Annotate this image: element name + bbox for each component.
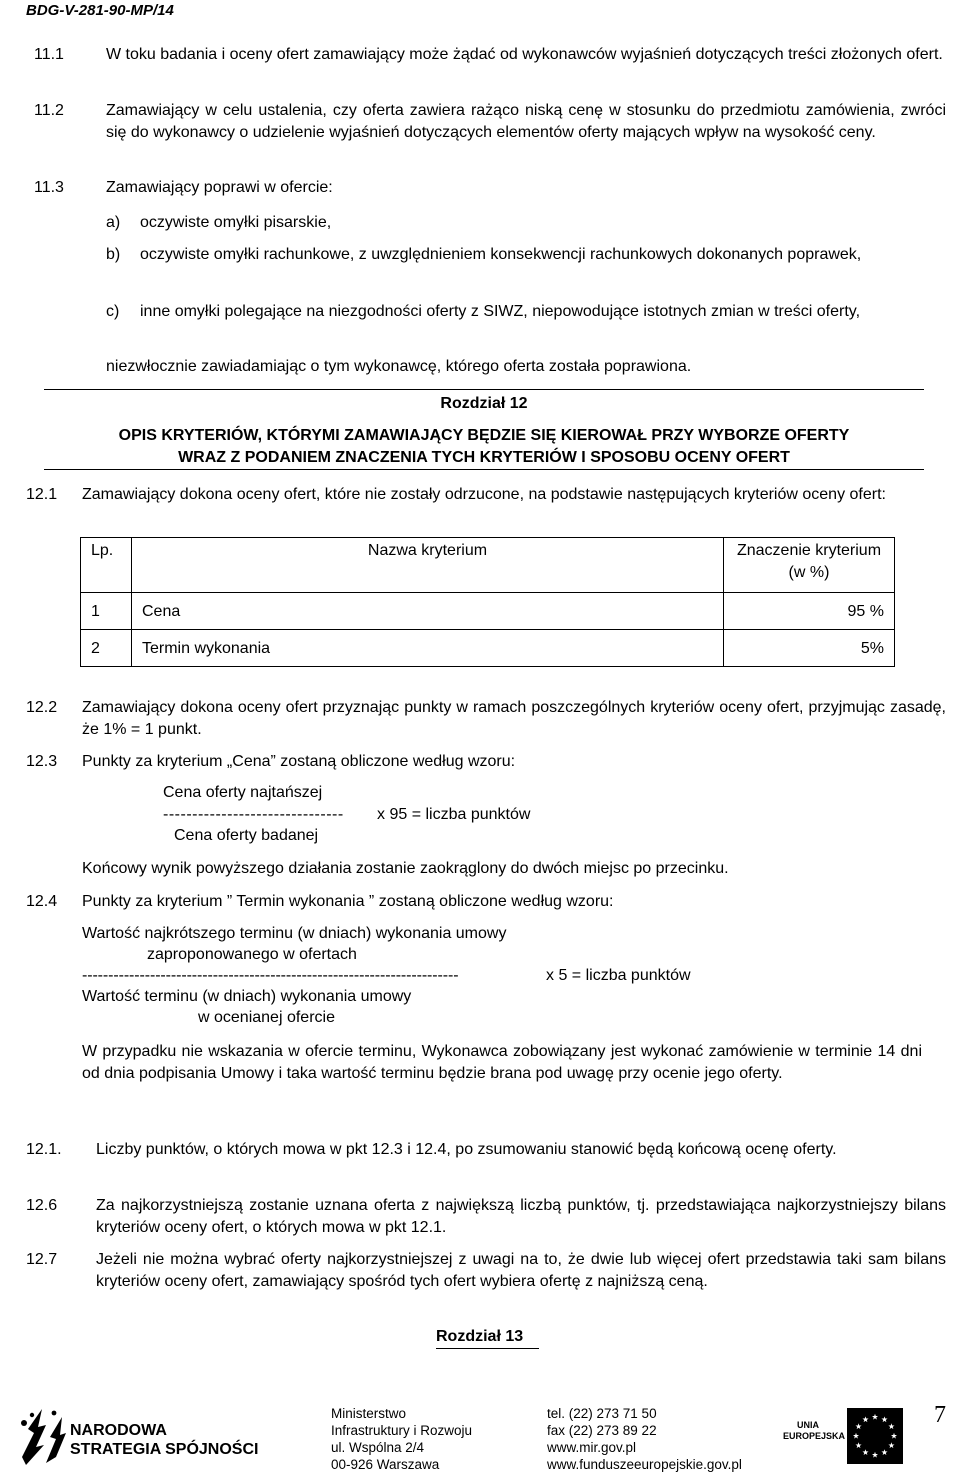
eu-stars-icon — [847, 1408, 903, 1464]
section-text-11-1: W toku badania i oceny ofert zamawiający może żądać od wykonawców wyjaśnień dotyczących treści złożonych ofert. — [106, 46, 943, 63]
footer-ministry-4: 00-926 Warszawa — [331, 1457, 440, 1472]
section-number-12-3: 12.3 — [26, 753, 58, 770]
list-item-label-b: b) — [106, 246, 121, 263]
footer-phone: tel. (22) 273 71 50 — [547, 1406, 657, 1421]
chapter-13-title: Rozdział 13 — [436, 1326, 539, 1349]
formula-term-numerator-line-1: Wartość najkrótszego terminu (w dniach) wykonania umowy — [82, 925, 507, 942]
section-text-12-3: Punkty za kryterium „Cena” zostaną obliczone według wzoru: — [82, 753, 516, 770]
section-text-12-6: Za najkorzystniejszą zostanie uznana oferta z największą liczbą punktów, tj. przedstawiająca najkorzystniejszy bilans kryteriów oceny ofert, o których mowa w pkt 12.1. — [96, 1197, 946, 1236]
section-text-12-4: Punkty za kryterium ” Termin wykonania ” zostaną obliczone według wzoru: — [82, 893, 614, 910]
section-text-12-5: Liczby punktów, o których mowa w pkt 12.3 i 12.4, po zsumowaniu stanowić będą końcową ocenę oferty. — [96, 1141, 837, 1158]
table-cell-weight: 95 % — [724, 593, 895, 630]
section-closing-11-3: niezwłocznie zawiadamiając o tym wykonawcę, którego oferta została poprawiona. — [106, 358, 692, 375]
list-item-a: oczywiste omyłki pisarskie, — [140, 214, 332, 231]
formula-term-fraction-line: ------------------------------------------------------------------------ — [82, 967, 459, 984]
footer-website-funds[interactable]: www.funduszeeuropejskie.gov.pl — [547, 1457, 742, 1472]
formula-term-multiplier: x 5 = liczba punktów — [546, 967, 691, 984]
footer-ministry-1: Ministerstwo — [331, 1406, 407, 1421]
table-cell-name: Termin wykonania — [132, 630, 724, 667]
page-number: 7 — [934, 1402, 946, 1428]
table-cell-weight: 5% — [724, 630, 895, 667]
section-number-12-2: 12.2 — [26, 699, 58, 716]
nss-logo-text-1: NARODOWA — [70, 1422, 167, 1439]
chapter-12-heading-box — [44, 389, 924, 470]
formula-term-numerator-line-2: zaproponowanego w ofertach — [147, 946, 357, 963]
list-item-b: oczywiste omyłki rachunkowe, z uwzględnieniem konsekwencji rachunkowych dokonanych poprawek, — [140, 246, 862, 263]
section-text-12-7: Jeżeli nie można wybrać oferty najkorzystniejszej z uwagi na to, że dwie lub więcej ofert przedstawia taki sam bilans kryteriów oceny ofert, zamawiający spośród tych ofert wybiera ofertę z najniższą ceną. — [96, 1251, 946, 1290]
table-header-weight: Znaczenie kryterium (w %) — [724, 538, 895, 593]
section-text-12-1: Zamawiający dokona oceny ofert, które nie zostały odrzucone, na podstawie następujących kryteriów oceny ofert: — [82, 486, 886, 503]
section-number-11-3: 11.3 — [34, 179, 64, 196]
list-item-c: inne omyłki polegające na niezgodności oferty z SIWZ, niepowodujące istotnych zmian w treści oferty, — [140, 303, 861, 320]
footer-ministry-3: ul. Wspólna 2/4 — [331, 1440, 425, 1455]
formula-price-numerator: Cena oferty najtańszej — [163, 784, 323, 801]
section-number-11-2: 11.2 — [34, 102, 64, 119]
document-id: BDG-V-281-90-MP/14 — [26, 2, 174, 19]
table-cell-name: Cena — [132, 593, 724, 630]
section-text-11-2: Zamawiający w celu ustalenia, czy oferta zawiera rażąco niską cenę w stosunku do przedmiotu zamówienia, zwróci się do wykonawcy o udzielenie wyjaśnień dotyczących elementów oferty mających wpływ na wysokość ceny. — [106, 102, 946, 141]
chapter-12-heading-line-1: OPIS KRYTERIÓW, KTÓRYMI ZAMAWIAJĄCY BĘDZIE SIĘ KIEROWAŁ PRZY WYBORZE OFERTY — [118, 427, 850, 444]
formula-term-denominator-line-2: w ocenianej ofercie — [198, 1009, 335, 1026]
formula-price-denominator: Cena oferty badanej — [174, 827, 319, 844]
section-text-11-3: Zamawiający poprawi w ofercie: — [106, 179, 333, 196]
list-item-label-a: a) — [106, 214, 121, 231]
chapter-12-title: Rozdział 12 — [440, 395, 528, 412]
table-header-name: Nazwa kryterium — [132, 538, 724, 593]
formula-term-denominator-line-1: Wartość terminu (w dniach) wykonania umowy — [82, 988, 412, 1005]
eu-logo-text-2: EUROPEJSKA — [783, 1431, 846, 1441]
footer-ministry-2: Infrastruktury i Rozwoju — [331, 1423, 473, 1438]
criteria-table — [80, 537, 895, 667]
nss-emblem-icon — [16, 1403, 68, 1469]
table-row — [81, 630, 895, 667]
section-number-12-7: 12.7 — [26, 1251, 58, 1268]
table-cell-lp: 2 — [81, 630, 132, 667]
table-row — [81, 593, 895, 630]
formula-price-multiplier: x 95 = liczba punktów — [377, 806, 531, 823]
list-item-label-c: c) — [106, 303, 120, 320]
table-header-row — [81, 538, 895, 593]
table-cell-lp: 1 — [81, 593, 132, 630]
section-number-12-5: 12.1. — [26, 1141, 62, 1158]
section-number-11-1: 11.1 — [34, 46, 64, 63]
footer-website-mir[interactable]: www.mir.gov.pl — [547, 1440, 637, 1455]
formula-term-note: W przypadku nie wskazania w ofercie terminu, Wykonawca zobowiązany jest wykonać zamówienie w terminie 14 dni od dnia podpisania Umowy i taka wartość terminu będzie brana pod uwagę przy ocenie jego oferty. — [82, 1043, 922, 1082]
section-number-12-1: 12.1 — [26, 486, 58, 503]
formula-price-fraction-line: ------------------------------- — [163, 806, 344, 823]
section-number-12-6: 12.6 — [26, 1197, 58, 1214]
eu-logo-text-1: UNIA — [797, 1420, 819, 1430]
nss-logo-text-2: STRATEGIA SPÓJNOŚCI — [70, 1441, 259, 1458]
chapter-12-heading-line-2: WRAZ Z PODANIEM ZNACZENIA TYCH KRYTERIÓW I SPOSOBU OCENY OFERT — [178, 449, 790, 466]
section-text-12-2: Zamawiający dokona oceny ofert przyznając punkty w ramach poszczególnych kryteriów oceny ofert, przyjmując zasadę, że 1% = 1 punkt. — [82, 699, 946, 738]
table-header-lp: Lp. — [81, 538, 132, 593]
section-number-12-4: 12.4 — [26, 893, 58, 910]
formula-price-note: Końcowy wynik powyższego działania zostanie zaokrąglony do dwóch miejsc po przecinku. — [82, 860, 729, 877]
footer-fax: fax (22) 273 89 22 — [547, 1423, 657, 1438]
